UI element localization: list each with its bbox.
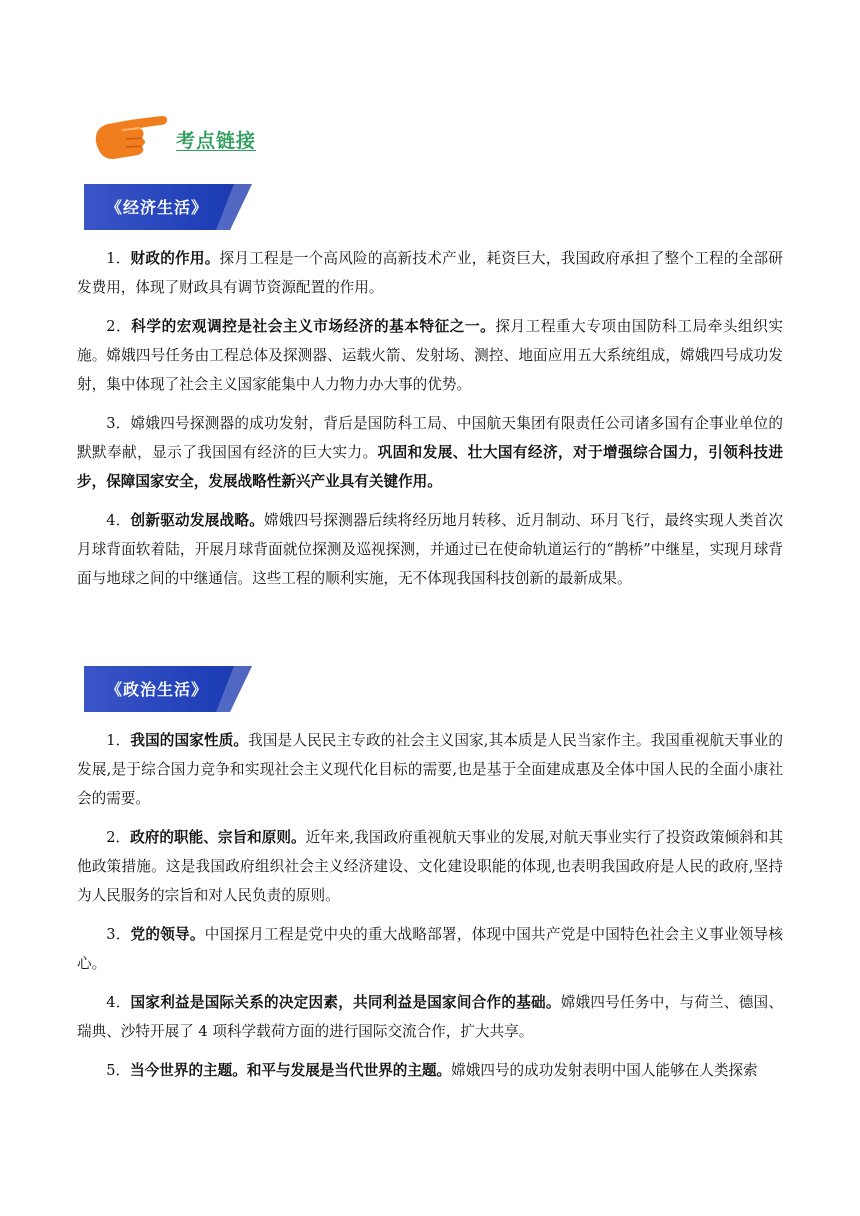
item-text: 近年来,我国政府重视航天事业的发展,对航天事业实行了投资政策倾斜和其他政策措施。这是我国政府组织社会主义经济建设、文化建设职能的体现,也表明我国政府是人民的政府,坚持为人民服务的宗旨和对人民负责的原则。: [77, 829, 783, 904]
item-key-point: 创新驱动发展战略。: [130, 512, 265, 529]
section-banner-economic-life: [84, 184, 252, 230]
item-key-point: 党的领导。: [130, 926, 205, 943]
item-key-point: 政府的职能、宗旨和原则。: [130, 829, 306, 846]
item-key-point: 财政的作用。: [130, 250, 220, 267]
item-text: 中国探月工程是党中央的重大战略部署，体现中国共产党是中国特色社会主义事业领导核心。: [77, 926, 783, 972]
section-title: 《经济生活》: [106, 198, 209, 217]
item-number: 1．: [106, 250, 131, 267]
political-life-section: [77, 726, 783, 1095]
section-banner-political-life: [84, 666, 252, 712]
list-item: [77, 726, 783, 813]
item-text: 我国是人民民主专政的社会主义国家,其本质是人民当家作主。我国重视航天事业的发展,是于综合国力竞争和实现社会主义现代化目标的需要,也是基于全面建成惠及全体中国人民的全面小康社会的需要。: [77, 732, 783, 807]
item-text: 嫦娥四号的成功发射表明中国人能够在人类探索: [451, 1062, 758, 1079]
section-title: 《政治生活》: [106, 680, 209, 699]
item-number: 3．: [106, 415, 131, 432]
item-key-point: 当今世界的主题。和平与发展是当代世界的主题。: [130, 1062, 452, 1079]
list-item: [77, 244, 783, 302]
item-text: 探月工程是一个高风险的高新技术产业，耗资巨大，我国政府承担了整个工程的全部研发费用，体现了财政具有调节资源配置的作用。: [77, 250, 783, 296]
item-number: 1．: [106, 732, 131, 749]
item-number: 3．: [106, 926, 131, 943]
economic-life-section: [77, 244, 783, 603]
list-item: [77, 506, 783, 593]
item-number: 4．: [106, 512, 131, 529]
list-item: [77, 409, 783, 496]
item-text: 嫦娥四号探测器的成功发射，背后是国防科工局、中国航天集团有限责任公司诸多国有企事业单位的默默奉献，显示了我国国有经济的巨大实力。: [77, 415, 783, 461]
item-key-point: 我国的国家性质。: [130, 732, 249, 749]
topic-link-header: [92, 112, 256, 162]
item-key-point: 科学的宏观调控是社会主义市场经济的基本特征之一。: [131, 318, 496, 335]
topic-link-title[interactable]: 考点链接: [176, 129, 257, 152]
item-key-point: 巩固和发展、壮大国有经济，对于增强综合国力，引领科技进步，保障国家安全，发展战略性新兴产业具有关键作用。: [77, 444, 783, 490]
item-number: 2．: [106, 829, 131, 846]
item-number: 4．: [106, 994, 131, 1011]
list-item: [77, 312, 783, 399]
list-item: [77, 823, 783, 910]
list-item: [77, 1056, 783, 1085]
item-text: 探月工程重大专项由国防科工局牵头组织实施。嫦娥四号任务由工程总体及探测器、运载火箭、发射场、测控、地面应用五大系统组成，嫦娥四号成功发射，集中体现了社会主义国家能集中人力物力办大事的优势。: [77, 318, 783, 393]
item-key-point: 国家利益是国际关系的决定因素，共同利益是国家间合作的基础。: [130, 994, 561, 1011]
list-item: [77, 920, 783, 978]
item-number: 5．: [106, 1062, 131, 1079]
list-item: [77, 988, 783, 1046]
item-number: 2．: [106, 318, 132, 335]
item-text: 嫦娥四号探测器后续将经历地月转移、近月制动、环月飞行，最终实现人类首次月球背面软着陆，开展月球背面就位探测及巡视探测，并通过已在使命轨道运行的“鹊桥”中继星，实现月球背面与地球之间的中继通信。这些工程的顺利实施，无不体现我国科技创新的最新成果。: [77, 512, 783, 587]
pointing-hand-icon: [92, 112, 168, 162]
item-text: 嫦娥四号任务中，与荷兰、德国、瑞典、沙特开展了 4 项科学载荷方面的进行国际交流合作，扩大共享。: [77, 994, 783, 1040]
